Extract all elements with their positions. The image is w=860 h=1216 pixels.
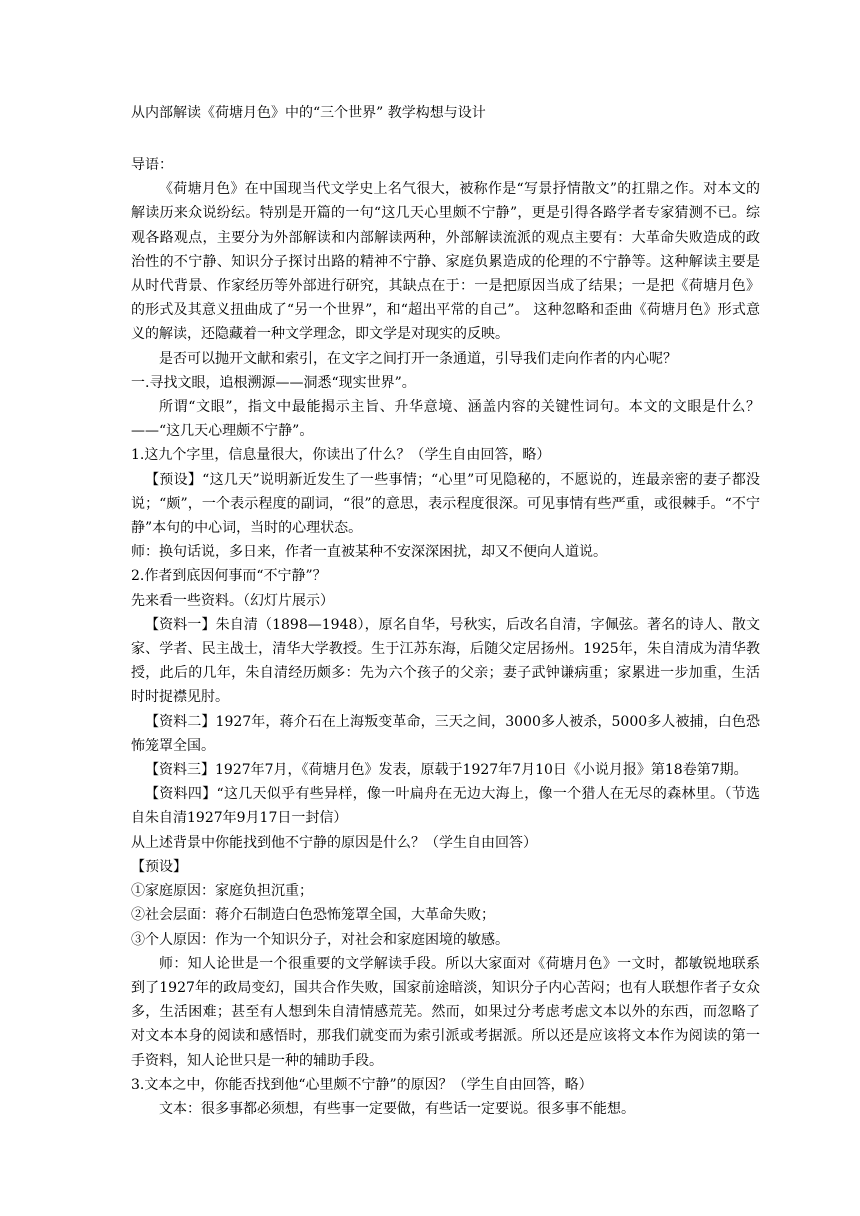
paragraph: 是否可以抛开文献和索引，在文字之间打开一条通道，引导我们走向作者的内心呢？ — [159, 350, 677, 367]
paragraph: 【资料三】1927年7月，《荷塘月色》发表，原载于1927年7月10日《小说月报》第18卷第7期。 — [145, 762, 748, 779]
paragraph: 一.寻找文眼，追根溯源——洞悉“现实世界”。 — [131, 374, 416, 391]
paragraph: ①家庭原因：家庭负担沉重； — [131, 883, 313, 900]
document-body — [131, 153, 760, 1121]
paragraph: 文本：很多事都必须想，有些事一定要做，有些话一定要说。很多事不能想。 — [159, 1100, 635, 1117]
paragraph: 1.这九个字里，信息量很大，你读出了什么？（学生自由回答，略） — [131, 447, 551, 464]
paragraph: 导语： — [131, 157, 173, 173]
document-title: 从内部解读《荷塘月色》中的“三个世界” 教学构想与设计 — [131, 105, 486, 121]
paragraph: 【资料一】朱自清（1898—1948），原名自华，号秋实，后改名自清，字佩弦。著名的诗人、散文家、学者、民主战士，清华大学教授。生于江苏东海，后随父定居扬州。1925年，朱自清成为清华教授，此后的几年，朱自清经历颇多：先为六个孩子的父亲；妻子武钟谦病重；家累进一步加重，生活时时捉襟见肘。 — [131, 616, 760, 706]
paragraph: 【预设】“这几天”说明新近发生了一些事情；“心里”可见隐秘的，不愿说的，连最亲密的妻子都没说；“颇”，一个表示程度的副词，“很”的意思，表示程度很深。可见事情有些严重，或很棘手。“不宁静”本句的中心词，当时的心理状态。 — [131, 471, 760, 537]
paragraph: 【资料二】1927年，蒋介石在上海叛变革命，三天之间，3000多人被杀，5000多人被捕，白色恐怖笼罩全国。 — [131, 713, 760, 754]
paragraph: 从上述背景中你能找到他不宁静的原因是什么？（学生自由回答） — [131, 834, 537, 851]
paragraph: 2.作者到底因何事而“不宁静”？ — [131, 568, 327, 585]
paragraph: ②社会层面：蒋介石制造白色恐怖笼罩全国，大革命失败； — [131, 907, 495, 924]
paragraph: 先来看一些资料。（幻灯片展示） — [131, 592, 334, 609]
paragraph: 【预设】 — [131, 858, 187, 875]
paragraph: 师：知人论世是一个很重要的文学解读手段。所以大家面对《荷塘月色》一文时，都敏锐地联系到了1927年的政局变幻，国共合作失败，国家前途暗淡，知识分子内心苦闷；也有人联想作者子女众多，生活困难；甚至有人想到朱自清情感荒芜。然而，如果过分考虑考虑文本以外的东西，而忽略了对文本本身的阅读和感悟时，那我们就变而为索引派或考据派。所以还是应该将文本作为阅读的第一手资料，知人论世只是一种的辅助手段。 — [131, 955, 760, 1069]
paragraph: 所谓“文眼”，指文中最能揭示主旨、升华意境、涵盖内容的关键性词句。本文的文眼是什么？——“这几天心理颇不宁静”。 — [131, 399, 760, 440]
paragraph: ③个人原因：作为一个知识分子，对社会和家庭困境的敏感。 — [131, 931, 509, 948]
paragraph: 《荷塘月色》在中国现当代文学史上名气很大，被称作是“写景抒情散文”的扛鼎之作。对本文的解读历来众说纷纭。特别是开篇的一句“这几天心里颇不宁静”，更是引得各路学者专家猜测不已。综观各路观点，主要分为外部解读和内部解读两种，外部解读流派的观点主要有：大革命失败造成的政治性的不宁静、知识分子探讨出路的精神不宁静、家庭负累造成的伦理的不宁静等。这种解读主要是从时代背景、作家经历等外部进行研究，其缺点在于：一是把原因当成了结果；一是把《荷塘月色》的形式及其意义扭曲成了“另一个世界”，和“超出平常的自己”。 这种忽略和歪曲《荷塘月色》形式意义的解读，还隐藏着一种文学理念，即文学是对现实的反映。 — [131, 181, 760, 343]
paragraph: 师：换句话说，多日来，作者一直被某种不安深深困扰，却又不便向人道说。 — [131, 544, 607, 561]
paragraph: 3.文本之中，你能否找到他“心里颇不宁静”的原因？（学生自由回答，略） — [131, 1076, 593, 1093]
paragraph: 【资料四】“这几天似乎有些异样，像一叶扁舟在无边大海上，像一个猎人在无尽的森林里。（节选自朱自清1927年9月17日一封信） — [131, 786, 760, 827]
